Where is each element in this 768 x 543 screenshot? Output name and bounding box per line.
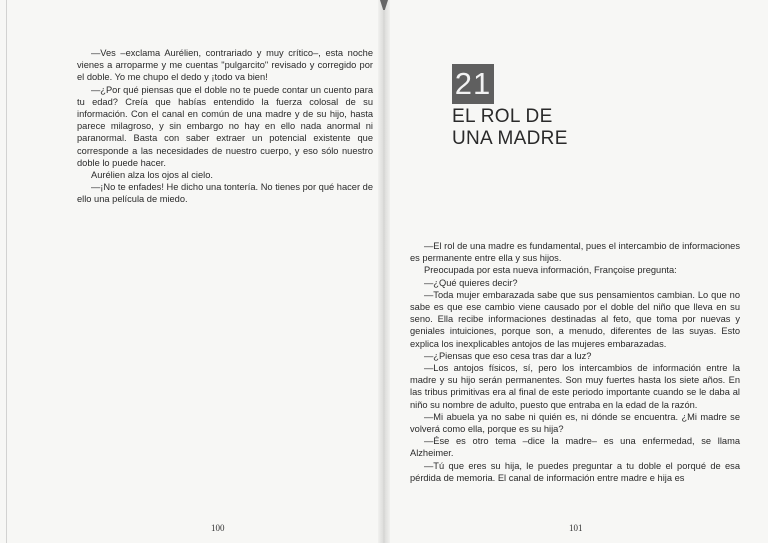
right-paragraph-9: —Tú que eres su hija, le puedes preguntar a tu doble el porqué de esa pérdida de memoria. El canal de información entre madre e hija es: [410, 460, 740, 483]
left-paragraph-4: —¡No te enfades! He dicho una tontería. No tienes por qué hacer de ello una película de miedo.: [77, 182, 373, 205]
chapter-number: 21: [452, 64, 494, 104]
right-paragraph-1: —El rol de una madre es fundamental, pues el intercambio de informaciones es permanente entre ella y sus hijos.: [410, 241, 740, 264]
right-paragraph-7: —Mi abuela ya no sabe ni quién es, ni dónde se encuentra. ¿Mi madre se volverá como ella, porque es su hija?: [410, 411, 740, 435]
left-paragraph-2: —¿Por qué piensas que el doble no te puede contar un cuento para tu edad? Creía que habías entendido la fuerza colosal de su información. Con el canal en común de una madre y de su hijo, hasta parece milagroso, y sin embargo no hay en ello nada anormal ni paranormal. Basta con saber extraer un potencial existente que corresponde a las necesidades de nuestro cuerpo, y eso sólo nuestro doble lo puede hacer.: [77, 84, 373, 168]
chapter-title: [452, 106, 652, 150]
right-page-text: [410, 240, 740, 484]
right-paragraph-3: —¿Qué quieres decir?: [424, 277, 518, 288]
book-gutter: [378, 0, 390, 543]
left-paragraph-3: Aurélien alza los ojos al cielo.: [91, 170, 213, 181]
left-page-text: [77, 47, 373, 206]
left-paragraph-1: —Ves –exclama Aurélien, contrariado y muy crítico–, esta noche vienes a arroparme y me cuentas "pulgarcito" revisado y corregido por el doble. Yo me chupo el dedo y ¡todo va bien!: [77, 48, 373, 83]
chapter-title-line-1: EL ROL DE: [452, 106, 553, 127]
page-edge-line: [6, 0, 7, 543]
right-paragraph-4: —Toda mujer embarazada sabe que sus pensamientos cambian. Lo que no sabe es que ese cambio viene causado por el doble del niño que lleva en su seno. Ella recibe informaciones destinadas al feto, que toma por nuevas y geniales intuiciones, porque son, a menudo, diferentes de las suyas. Esto explica los inexplicables antojos de las mujeres embarazadas.: [410, 289, 740, 349]
right-paragraph-8: —Ése es otro tema –dice la madre– es una enfermedad, se llama Alzheimer.: [410, 436, 740, 459]
right-paragraph-6: —Los antojos físicos, sí, pero los intercambios de información entre la madre y su hijo serán permanentes. Son muy fuertes hasta los siete años. En las tribus primitivas era al final de este periodo importante cuando se le daba al niño su nombre de adulto, puesto que entraba en la edad de la razón.: [410, 363, 740, 410]
chapter-title-line-2: UNA MADRE: [452, 128, 568, 149]
right-paragraph-5: —¿Piensas que eso cesa tras dar a luz?: [424, 350, 592, 361]
right-paragraph-2: Preocupada por esta nueva información, Françoise pregunta:: [424, 265, 677, 276]
page-number-right: 101: [569, 523, 583, 533]
page-number-left: 100: [211, 523, 225, 533]
